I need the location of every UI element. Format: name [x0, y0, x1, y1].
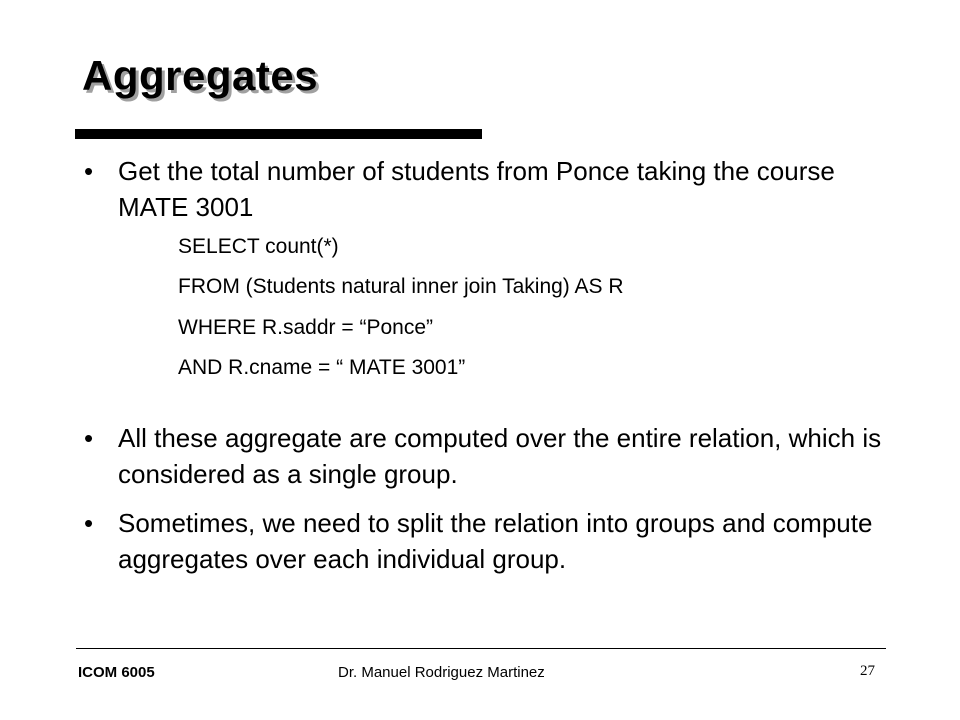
sql-line-and: AND R.cname = “ MATE 3001”	[178, 356, 466, 379]
bullet-marker: •	[84, 423, 94, 453]
footer-course: ICOM 6005	[78, 664, 155, 681]
bullet-text: All these aggregate are computed over the entire relation, which is considered as a single group.	[118, 423, 882, 489]
bullet-item	[84, 420, 884, 492]
sql-line-where: WHERE R.saddr = “Ponce”	[178, 316, 433, 339]
bullet-marker: •	[84, 156, 94, 186]
bullet-item	[84, 505, 884, 577]
bullet-marker: •	[84, 508, 94, 538]
sql-line-from: FROM (Students natural inner join Taking) AS R	[178, 275, 624, 298]
title-underline	[75, 129, 482, 139]
bullet-text: Sometimes, we need to split the relation into groups and compute aggregates over each individual group.	[118, 508, 873, 574]
sql-line-select: SELECT count(*)	[178, 235, 339, 258]
bullet-text: Get the total number of students from Ponce taking the course MATE 3001	[118, 156, 835, 222]
footer-page-number: 27	[860, 663, 875, 679]
footer-divider	[76, 648, 886, 649]
footer-author: Dr. Manuel Rodriguez Martinez	[338, 664, 545, 681]
bullet-item	[84, 153, 884, 225]
slide-title: Aggregates	[82, 52, 319, 99]
